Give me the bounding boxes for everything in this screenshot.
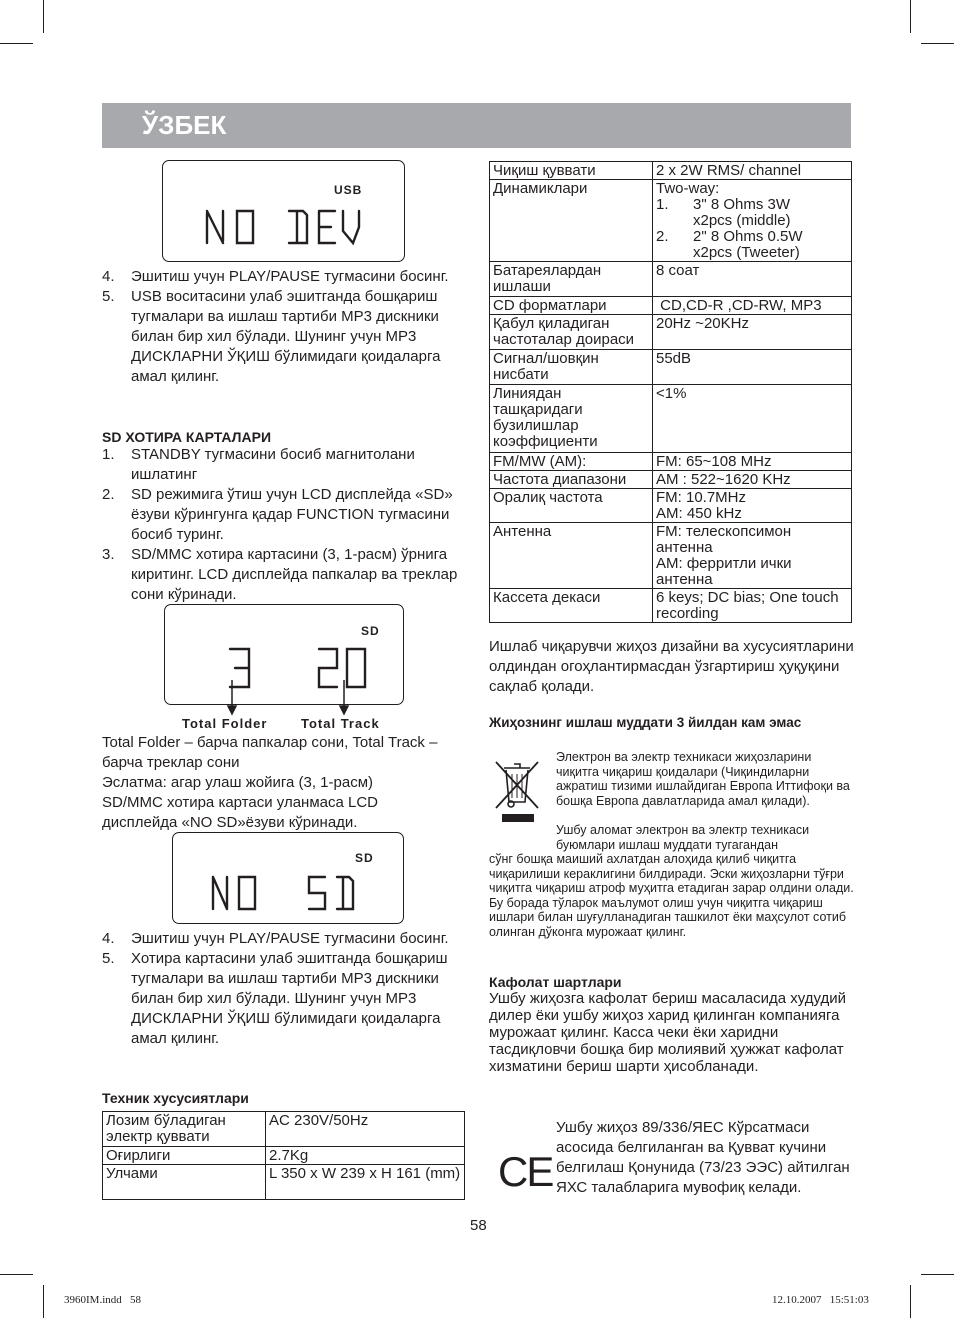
cell-line: FM: 10.7MHz bbox=[656, 489, 747, 506]
list-item bbox=[102, 445, 464, 485]
list-item-text: x2pcs (middle) bbox=[693, 212, 791, 229]
sd-play-steps-list bbox=[102, 929, 464, 1049]
sd-steps-list bbox=[102, 445, 464, 605]
table-row bbox=[490, 180, 852, 262]
list-item bbox=[102, 545, 464, 605]
table-cell: Кассета декаси bbox=[490, 589, 653, 623]
crop-mark bbox=[921, 1274, 954, 1275]
crop-mark bbox=[910, 1285, 911, 1318]
table-row bbox=[490, 589, 852, 623]
table-cell: AM : 522~1620 KHz bbox=[653, 471, 852, 489]
manufacturer-note: Ишлаб чиқарувчи жиҳоз дизайни ва хусусиятларини олдиндан огоҳлантирмасдан ўзгартириш ҳуқуқини сақлаб қолади. bbox=[489, 638, 854, 695]
table-cell bbox=[653, 489, 852, 523]
list-item-text: STANDBY тугмасини босиб магнитолани ишлатинг bbox=[131, 446, 415, 483]
table-cell: Частота диапазони bbox=[490, 471, 653, 489]
table-row bbox=[490, 162, 852, 180]
list-item-text: USB воситасини улаб эшитганда бошқариш тугмалари ва ишлаш тартиби MP3 дискники билан бир хил бўлади. Шунинг учун MP3 ДИСКЛАРНИ ЎҚИШ бўлимидаги қоидаларга амал қилинг. bbox=[131, 288, 441, 385]
table-row bbox=[490, 350, 852, 385]
list-item-text: Эшитиш учун PLAY/PAUSE тугмасини босинг. bbox=[131, 930, 449, 947]
table-cell: FM: 65~108 MHz bbox=[653, 453, 852, 471]
table-cell: Батареялардан ишлаши bbox=[490, 262, 653, 297]
list-item-number: 4. bbox=[102, 930, 115, 947]
table-cell: Лозим бўладиган электр қуввати bbox=[103, 1112, 266, 1147]
table-row bbox=[103, 1112, 465, 1147]
table-cell: Линиядан ташқаридаги бузилишлар коэффициенти bbox=[490, 385, 653, 453]
table-row bbox=[490, 489, 852, 523]
list-item bbox=[656, 197, 848, 229]
list-item bbox=[102, 929, 464, 949]
warranty-heading: Кафолат шартлари bbox=[489, 974, 622, 990]
list-item-number: 5. bbox=[102, 950, 115, 967]
list-item-number: 1. bbox=[656, 196, 669, 213]
list-item-text: SD режимига ўтиш учун LCD дисплейда «SD» ёзуви кўрингунга қадар FUNCTION тугмасини босиб туринг. bbox=[131, 486, 453, 543]
tech-table bbox=[102, 1111, 465, 1200]
tech-heading: Техник хусусиятлари bbox=[102, 1090, 249, 1106]
list-item-text: x2pcs (Tweeter) bbox=[693, 244, 800, 261]
lcd-segment-digits bbox=[173, 833, 403, 923]
table-cell: <1% bbox=[653, 385, 852, 453]
warranty-text: Ушбу жиҳозга кафолат бериш масаласида худудий дилер ёки ушбу жиҳоз харид қилинган компанияга мурожаат қилинг. Касса чеки ёки харидни тасдиқловчи бошқа бир молиявий ҳужжат кафолат хизматини бериш шарти ҳисобланади. bbox=[489, 990, 847, 1075]
crop-mark bbox=[0, 1274, 33, 1275]
weee-text-1: Электрон ва электр техникаси жиҳозларини чиқитга чиқариш қоидалари (Чиқиндиларни ажратиш тизими ишлайдиган Европа Иттифоқи ва бошқа Европа давлатларида амал қилади). bbox=[556, 750, 850, 808]
weee-text-2: Ушбу аломат электрон ва электр техникаси буюмлари ишлаш муддати тугагандан bbox=[556, 823, 810, 852]
table-cell: Қабул қиладиган частоталар доираси bbox=[490, 315, 653, 350]
spec-table bbox=[489, 161, 852, 623]
speaker-type: Two-way: bbox=[656, 180, 720, 197]
table-row bbox=[103, 1147, 465, 1165]
label-total-track: Total Track bbox=[301, 716, 380, 731]
crop-mark bbox=[43, 1285, 44, 1318]
lifetime-heading: Жиҳознинг ишлаш муддати 3 йилдан кам эмас bbox=[489, 715, 802, 730]
label-total-folder: Total Folder bbox=[182, 716, 268, 731]
table-cell: Антенна bbox=[490, 523, 653, 589]
ce-mark-icon: CE bbox=[498, 1148, 553, 1195]
table-row bbox=[490, 523, 852, 589]
crop-mark bbox=[43, 0, 44, 33]
list-item-number: 3. bbox=[102, 546, 115, 563]
arrow-down-icon bbox=[340, 706, 348, 714]
list-item-text: Хотира картасини улаб эшитганда бошқариш тугмалари ва ишлаш тартиби MP3 дискники билан бир хил бўлади. Шунинг учун MP3 ДИСКЛАРНИ ЎҚИШ бўлимидаги қоидаларга амал қилинг. bbox=[131, 950, 448, 1047]
table-cell: Улчами bbox=[103, 1165, 266, 1200]
page-title: ЎЗБЕК bbox=[142, 110, 227, 140]
list-item-text: Эшитиш учун PLAY/PAUSE тугмасини босинг. bbox=[131, 268, 449, 285]
list-item bbox=[656, 229, 848, 261]
list-item bbox=[102, 287, 464, 387]
lcd-display-usb bbox=[162, 160, 405, 262]
list-item-number: 1. bbox=[102, 446, 115, 463]
table-cell: Оралиқ частота bbox=[490, 489, 653, 523]
footer-file: 3960IM.indd 58 bbox=[64, 1294, 141, 1306]
table-cell: L 350 x W 239 x H 161 (mm) bbox=[266, 1165, 465, 1200]
crop-mark bbox=[921, 43, 954, 44]
table-cell bbox=[653, 523, 852, 589]
table-cell: 2 x 2W RMS/ channel bbox=[653, 162, 852, 180]
table-row bbox=[490, 471, 852, 489]
footer-timestamp: 12.10.2007 15:51:03 bbox=[772, 1294, 869, 1306]
list-item bbox=[102, 485, 464, 545]
table-cell bbox=[653, 180, 852, 262]
table-cell: Сигнал/шовқин нисбати bbox=[490, 350, 653, 385]
crop-mark bbox=[0, 43, 33, 44]
table-row bbox=[103, 1165, 465, 1200]
page-number: 58 bbox=[470, 1217, 487, 1234]
table-cell: 8 соат bbox=[653, 262, 852, 297]
table-row bbox=[490, 315, 852, 350]
table-cell: CD,CD-R ,CD-RW, MP3 bbox=[653, 297, 852, 315]
lcd-segment-digits bbox=[163, 161, 404, 261]
sd-section-heading: SD ХОТИРА КАРТАЛАРИ bbox=[102, 429, 272, 445]
lcd-tag-sd: SD bbox=[355, 851, 374, 865]
table-cell: Чиқиш қуввати bbox=[490, 162, 653, 180]
crop-mark bbox=[910, 0, 911, 33]
table-cell: FM/MW (AM): bbox=[490, 453, 653, 471]
lcd-tag-usb: USB bbox=[334, 183, 363, 197]
table-cell: Оғирлиги bbox=[103, 1147, 266, 1165]
speaker-list bbox=[656, 197, 848, 261]
table-cell: 6 keys; DC bias; One touch recording bbox=[653, 589, 852, 623]
table-row bbox=[490, 453, 852, 471]
list-item-number: 2. bbox=[102, 486, 115, 503]
list-item bbox=[102, 267, 464, 287]
table-cell: Динамиклари bbox=[490, 180, 653, 262]
weee-text-3: сўнг бошқа маиший ахлатдан алоҳида қилиб чиқитга чиқарилиши кераклигини билдиради. Эски жиҳозларни тўғри чиқитга чиқариш атроф муҳитга етадиган зарар олдини олади. Бу борада тўларок маълумот олиш учун чиқитга чиқариш ишлари билан шуғулланадиган ташкилот ёки маҳсулот сотиб олинган дўконга мурожаат қилинг. bbox=[489, 852, 854, 939]
arrow-down-icon bbox=[228, 706, 236, 714]
cell-line: FM: телескопсимон антенна bbox=[656, 523, 792, 556]
table-cell: 2.7Kg bbox=[266, 1147, 465, 1165]
list-item-text: SD/MMC хотира картасини (3, 1-расм) ўрнига киритинг. LCD дисплейда папкалар ва треклар сони кўринади. bbox=[131, 546, 458, 603]
table-cell: CD форматлари bbox=[490, 297, 653, 315]
lcd-display-no-sd bbox=[172, 832, 404, 924]
cell-line: AM: ферритли ички антенна bbox=[656, 555, 792, 588]
table-row bbox=[490, 385, 852, 453]
list-item-text: 2" 8 Ohms 0.5W bbox=[693, 228, 803, 245]
total-explanation: Total Folder – барча папкалар сони, Total Track – барча треклар сони bbox=[102, 734, 438, 771]
ce-text: Ушбу жиҳоз 89/336/ЯЕС Кўрсатмаси асосида белгиланган ва Қувват кучини белгилаш Қонунида (73/23 ЭЭС) айтилган ЯХС талабларига мувофиқ келади. bbox=[556, 1119, 850, 1196]
list-item-number: 2. bbox=[656, 228, 669, 245]
table-cell: AC 230V/50Hz bbox=[266, 1112, 465, 1147]
table-cell: 20Hz ~20KHz bbox=[653, 315, 852, 350]
usb-steps-list bbox=[102, 267, 464, 387]
lcd-tag-sd: SD bbox=[361, 624, 380, 638]
list-item-number: 5. bbox=[102, 288, 115, 305]
list-item-number: 4. bbox=[102, 268, 115, 285]
remark-paragraph: Эслатма: агар улаш жойига (3, 1-расм) SD/MMC хотира картаси уланмаса LCD дисплейда «NO SD»ёзуви кўринади. bbox=[102, 774, 378, 831]
wheelie-bin-crossed-icon bbox=[492, 756, 542, 828]
table-row bbox=[490, 297, 852, 315]
table-cell: 55dB bbox=[653, 350, 852, 385]
table-row bbox=[490, 262, 852, 297]
lcd-arrows bbox=[160, 680, 400, 720]
list-item-text: 3" 8 Ohms 3W bbox=[693, 196, 791, 213]
list-item bbox=[102, 949, 464, 1049]
cell-line: AM: 450 kHz bbox=[656, 505, 742, 522]
